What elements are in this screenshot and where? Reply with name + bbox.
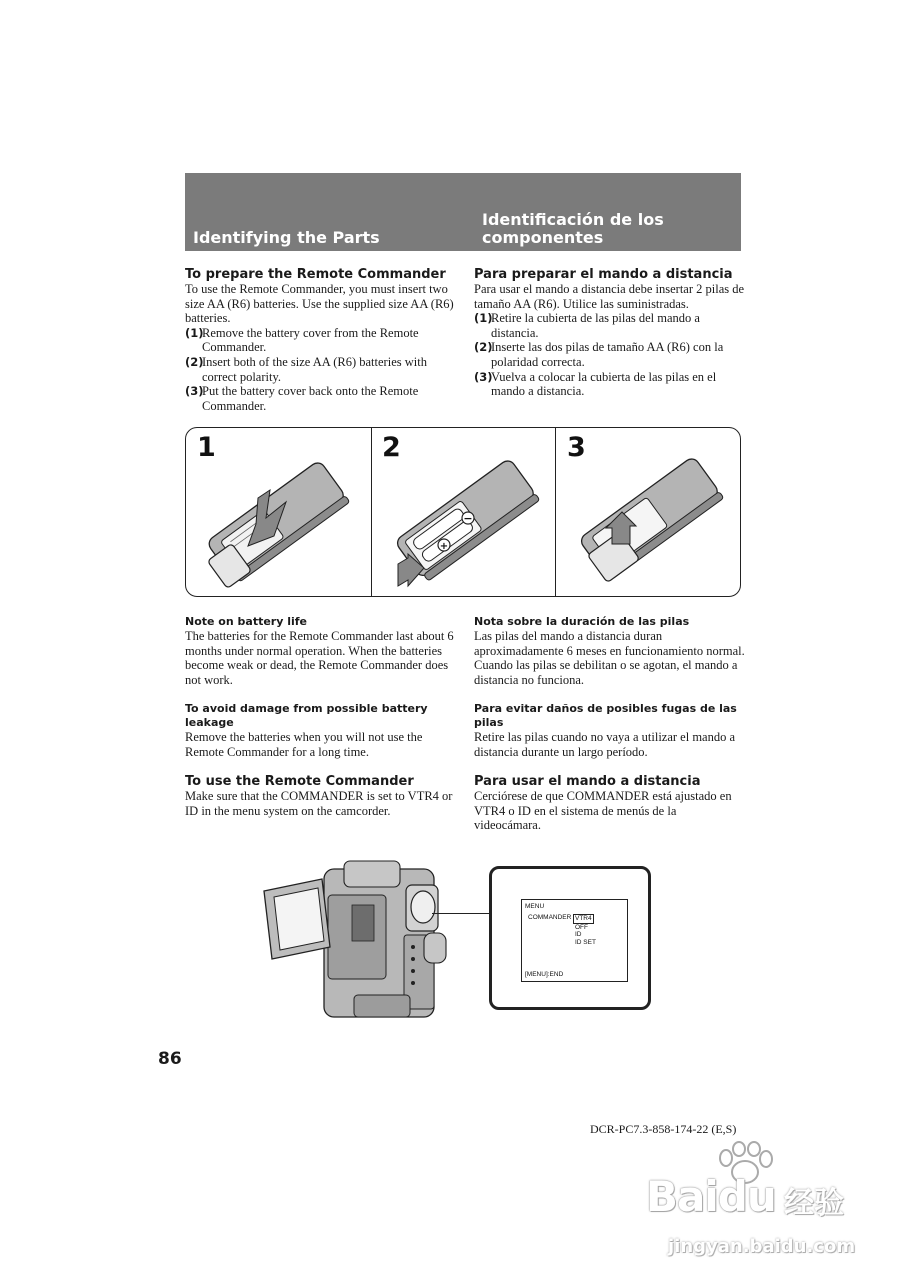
panel-number-2: 2 <box>382 432 401 463</box>
use-section-en <box>185 774 457 818</box>
section-title-en: Identifying the Parts <box>193 228 380 247</box>
watermark-chinese: 经验 <box>784 1186 844 1221</box>
prepare-intro-en: To use the Remote Commander, you must insert two size AA (R6) batteries. Use the supplied size AA (R6) batteries. <box>185 282 454 326</box>
panel-3-replace-cover-illustration <box>556 428 741 597</box>
menu-item-commander: COMMANDER <box>528 914 572 921</box>
use-text-en: Make sure that the COMMANDER is set to VTR4 or ID in the menu system on the camcorder. <box>185 789 453 818</box>
menu-option-id-set: ID SET <box>575 938 596 946</box>
notes-section-en <box>185 615 457 687</box>
plus-sign: + <box>439 541 449 552</box>
step-text: Remove the battery cover from the Remote Commander. <box>202 325 419 355</box>
step-number: (1) <box>185 325 204 340</box>
leakage-heading-en: To avoid damage from possible battery leakage <box>185 702 428 729</box>
menu-option-vtr4: VTR4 <box>575 915 592 922</box>
leakage-text-es: Retire las pilas cuando no vaya a utilizar el mando a distancia durante un largo período. <box>474 730 736 759</box>
step-number: (2) <box>185 354 204 369</box>
section-title-es: Identificación de los componentes <box>482 210 664 247</box>
battery-life-heading-en: Note on battery life <box>185 615 308 628</box>
menu-option-id: ID <box>575 931 582 939</box>
step-text: Put the battery cover back onto the Remote Commander. <box>202 384 419 413</box>
prepare-intro-es: Para usar el mando a distancia debe insertar 2 pilas de tamaño AA (R6). Utilice las suministradas. <box>474 282 745 311</box>
menu-screen <box>521 899 628 982</box>
watermark-url: jingyan.baidu.com <box>668 1236 856 1257</box>
step-number: (2) <box>474 340 493 355</box>
menu-end-label: [MENU]:END <box>525 971 564 978</box>
step-text: Insert both of the size AA (R6) batteries with correct polarity. <box>202 354 427 384</box>
menu-option-off: OFF <box>575 923 588 931</box>
panel-number-3: 3 <box>567 432 586 463</box>
leakage-text-en: Remove the batteries when you will not use the Remote Commander for a long time. <box>185 730 423 759</box>
prepare-step-2-es <box>474 340 746 369</box>
panel-2-insert-batteries-illustration <box>372 428 555 597</box>
prepare-step-1-en <box>185 326 457 355</box>
prepare-heading-en: To prepare the Remote Commander <box>185 267 446 282</box>
leakage-section-en <box>185 702 457 759</box>
model-code: DCR-PC7.3-858-174-22 (E,S) <box>590 1122 737 1136</box>
step-text: Retire la cubierta de las pilas del mando a distancia. <box>491 311 700 340</box>
prepare-heading-es: Para preparar el mando a distancia <box>474 267 733 282</box>
leakage-section-es <box>474 702 746 759</box>
camcorder-illustration <box>258 855 453 1027</box>
panel-number-1: 1 <box>197 432 216 463</box>
step-number: (3) <box>474 369 493 384</box>
use-text-es: Cerciórese de que COMMANDER está ajustado en VTR4 o ID en el sistema de menús de la videocámara. <box>474 789 732 833</box>
panel-1-remove-cover-illustration <box>186 428 371 597</box>
watermark-brand: Baidu <box>646 1172 776 1221</box>
step-text: Inserte las dos pilas de tamaño AA (R6) con la polaridad correcta. <box>491 340 724 369</box>
prepare-step-1-es <box>474 311 746 340</box>
use-section-es <box>474 774 746 833</box>
battery-steps-figure <box>185 427 741 597</box>
menu-options <box>575 914 596 946</box>
use-heading-en: To use the Remote Commander <box>185 774 414 789</box>
prepare-step-3-es <box>474 370 746 399</box>
prepare-step-3-en <box>185 384 457 413</box>
battery-life-text-es: Las pilas del mando a distancia duran aproximadamente 6 meses en funcionamiento normal. Cuando las pilas se debilitan o se agotan, el mando a distancia no funciona. <box>474 629 745 687</box>
minus-sign: − <box>463 512 473 525</box>
step-number: (1) <box>474 311 493 326</box>
menu-title: MENU <box>525 903 545 910</box>
step-number: (3) <box>185 384 204 399</box>
page-number: 86 <box>158 1049 182 1069</box>
notes-section-es <box>474 615 746 687</box>
step-text: Vuelva a colocar la cubierta de las pilas en el mando a distancia. <box>491 369 717 399</box>
battery-life-text-en: The batteries for the Remote Commander last about 6 months under normal operation. When the batteries become weak or dead, the Remote Commander does not work. <box>185 629 454 687</box>
lcd-menu-callout <box>489 866 651 1010</box>
prepare-section-es <box>474 267 746 399</box>
callout-leader-line <box>432 913 492 914</box>
baidu-watermark <box>640 1140 870 1275</box>
leakage-heading-es: Para evitar daños de posibles fugas de las pilas <box>474 702 737 729</box>
prepare-section-en <box>185 267 457 413</box>
battery-life-heading-es: Nota sobre la duración de las pilas <box>474 615 690 628</box>
use-heading-es: Para usar el mando a distancia <box>474 774 701 789</box>
prepare-step-2-en <box>185 355 457 384</box>
